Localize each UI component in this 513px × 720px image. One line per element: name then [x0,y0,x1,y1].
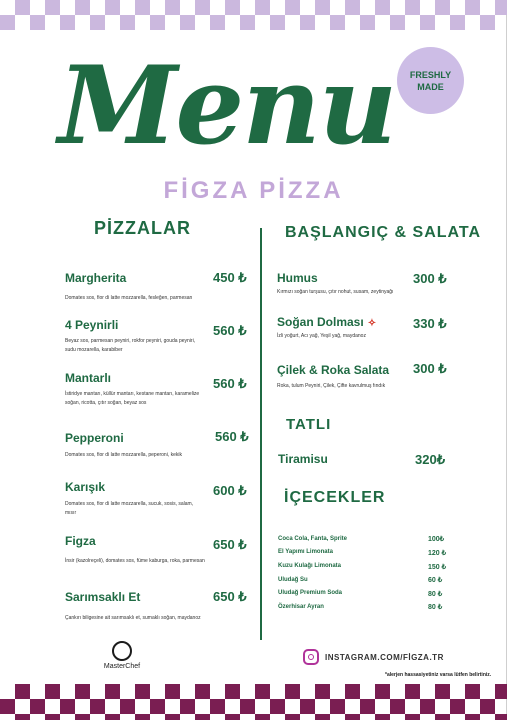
drink-name: Özerhisar Ayran [278,604,324,610]
item-description: Domates sos, fior di latte mozzarella, fesleğen, parmesan [65,295,193,301]
chili-pepper-icon: ✧ [367,318,377,329]
instagram-icon [303,649,319,665]
section-heading-icecekler: İÇECEKLER [284,489,386,506]
item-description: Domates sos, fior di latte mozzarella, peperoni, kekik [65,452,182,458]
item-description: Roka, tulum Peyniri, Çilek, Çifte kavrulmuş fındık [277,383,386,389]
drink-name: Uludağ Su [278,577,308,583]
item-name: Tiramisu [278,452,328,466]
item-price: 560 ₺ [213,376,247,391]
item-price: 450 ₺ [213,270,247,285]
item-price: 320₺ [415,452,445,467]
item-name [277,315,376,329]
item-name: Humus [277,271,318,285]
item-price: 560 ₺ [213,323,247,338]
badge-line-1: FRESHLY [409,69,452,80]
chef-hat-icon [112,641,132,661]
masterchef-label: MasterChef [103,663,141,670]
freshly-made-badge [397,47,464,114]
section-heading-tatli: TATLI [286,416,332,433]
item-name: Margherita [65,271,127,285]
item-price: 560 ₺ [215,429,249,444]
masterchef-logo [92,641,152,670]
item-description: Kırmızı soğan turşusu, çıtır nohut, susam, zeytinyağı [277,289,394,295]
item-price: 600 ₺ [213,483,247,498]
item-name: Çilek & Roka Salata [277,363,390,377]
item-description: Çankırı biligesine ait sarımsaklı et, sumaklı soğan, maydanoz [65,615,201,621]
item-price: 650 ₺ [213,537,247,552]
item-name: Mantarlı [65,371,112,385]
drink-name: Coca Cola, Fanta, Sprite [278,536,348,542]
instagram-handle: INSTAGRAM.COM/FİGZA.TR [325,652,444,662]
item-description: İnsir (kazolreçeli), domates sos, füme kaburga, roka, parmesan [65,558,205,564]
drink-price: 80 ₺ [428,591,443,598]
checker-border-bottom [0,684,507,720]
item-price: 330 ₺ [413,316,447,331]
item-price: 300 ₺ [413,271,447,286]
section-heading-baslangic: BAŞLANGIÇ & SALATA [285,224,482,241]
item-price: 650 ₺ [213,589,247,604]
item-description: Domates sos, fior di latte mozzarella, sucuk, sosis, salam, mısır [65,501,194,516]
drink-name: Uludağ Premium Soda [278,590,343,596]
item-name-text: Soğan Dolması [277,315,364,329]
item-name: Figza [65,534,96,548]
item-description: İstiridye mantarı, küllür mantarı, kestane mantarı, karamelize soğan, ricotta, çıtır soğan, beyaz sos [65,391,200,406]
item-description: İzli yoğurt, Acı yağ, Yeşil yağ, maydanoz [277,333,366,339]
menu-title: Menu [58,43,396,169]
item-name: 4 Peynirli [65,318,119,332]
drink-price: 60 ₺ [428,577,443,584]
instagram-link[interactable] [303,649,444,665]
drink-name: El Yapımı Limonata [278,549,333,555]
column-divider [260,228,262,640]
restaurant-name: FİGZA PİZZA [163,177,344,204]
drink-price: 80 ₺ [428,604,443,611]
item-price: 300 ₺ [413,361,447,376]
drink-price: 100₺ [428,536,445,543]
checker-border-top [0,0,507,30]
section-heading-pizzalar: PİZZALAR [94,218,191,238]
drink-price: 120 ₺ [428,550,447,557]
drink-name: Kuzu Kulağı Limonata [278,563,341,569]
item-name: Karışık [65,480,106,494]
item-description: Beyaz sos, parmesan peyniri, rokfor peyniri, gouda peyniri, sudu mozarella, karabiber [65,338,196,353]
badge-line-2: MADE [417,81,444,92]
drink-price: 150 ₺ [428,564,447,571]
allergen-note: *alerjen hassasiyetiniz varsa lütfen belirtiniz. [385,672,492,678]
item-name: Sarımsaklı Et [65,590,141,604]
item-name: Pepperoni [65,431,124,445]
